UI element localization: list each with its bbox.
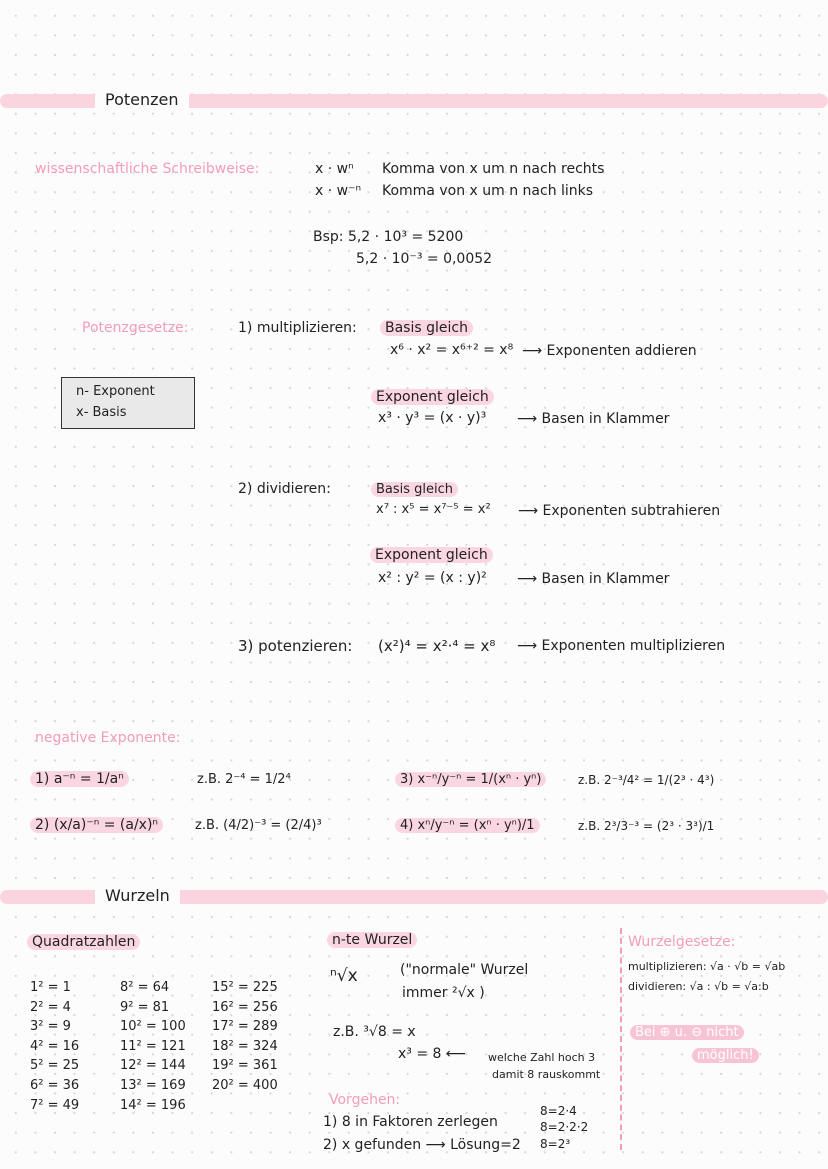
square-item: 19² = 361	[212, 1058, 278, 1074]
nth-root-example-2: x³ = 8 ⟵	[398, 1046, 466, 1062]
root-law-multiply: multiplizieren: √a · √b = √ab	[628, 960, 786, 973]
sci-formula-2: x · w⁻ⁿ	[315, 183, 362, 199]
nth-root-example-note-2: damit 8 rauskommt	[492, 1068, 601, 1081]
law1b-formula: x³ · y³ = (x · y)³	[378, 410, 487, 426]
law1a-highlight: Basis gleich	[380, 320, 473, 336]
law3-text: ⟶ Exponenten multiplizieren	[517, 638, 726, 654]
factor-note-1: 8=2·4	[540, 1104, 577, 1118]
law2b-text: ⟶ Basen in Klammer	[517, 571, 670, 587]
nth-root-example-note-1: welche Zahl hoch 3	[488, 1051, 596, 1064]
square-item: 4² = 16	[30, 1038, 80, 1054]
square-item: 5² = 25	[30, 1058, 80, 1074]
square-item: 17² = 289	[212, 1019, 278, 1035]
neg-rule-2: 2) (x/a)⁻ⁿ = (a/x)ⁿ	[30, 817, 163, 833]
nth-root-label: n-te Wurzel	[327, 932, 417, 948]
squares-column-1	[30, 978, 79, 1115]
law3-formula: (x²)⁴ = x²·⁴ = x⁸	[378, 637, 496, 655]
law2a-highlight: Basis gleich	[371, 482, 458, 497]
square-item: 9² = 81	[120, 999, 170, 1015]
sci-label: wissenschaftliche Schreibweise:	[35, 161, 260, 177]
nth-root-example-1: z.B. ³√8 = x	[333, 1024, 416, 1040]
square-item: 12² = 144	[120, 1058, 186, 1074]
nth-root-note-1: ("normale" Wurzel	[400, 962, 529, 978]
square-item: 3² = 9	[30, 1019, 71, 1035]
law1b-text: ⟶ Basen in Klammer	[517, 411, 670, 427]
legend-line-2: x- Basis	[76, 405, 127, 420]
square-item: 15² = 225	[212, 980, 278, 995]
neg-example-3: z.B. 2⁻³/4² = 1/(2³ · 4³)	[578, 773, 715, 787]
factor-note-3: 8=2³	[540, 1137, 571, 1151]
square-item: 10² = 100	[120, 1019, 186, 1035]
sci-example-1: Bsp: 5,2 · 10³ = 5200	[313, 229, 464, 245]
nth-root-note-2: immer ²√x )	[402, 985, 485, 1001]
squares-column-2	[120, 978, 186, 1115]
neg-example-1: z.B. 2⁻⁴ = 1/2⁴	[197, 772, 291, 787]
procedure-step-1: 1) 8 in Faktoren zerlegen	[323, 1114, 498, 1130]
neg-rule-4: 4) xⁿ/y⁻ⁿ = (xⁿ · yⁿ)/1	[395, 818, 540, 833]
nth-root-symbol: ⁿ√x	[330, 966, 358, 986]
law1-heading: 1) multiplizieren:	[238, 320, 357, 336]
factor-note-2: 8=2·2·2	[540, 1120, 589, 1134]
neg-rule-1: 1) a⁻ⁿ = 1/aⁿ	[30, 771, 129, 787]
law2a-text: ⟶ Exponenten subtrahieren	[518, 503, 721, 519]
legend-line-1: n- Exponent	[76, 384, 155, 399]
square-item: 16² = 256	[212, 999, 278, 1015]
procedure-label: Vorgehen:	[329, 1092, 401, 1108]
neg-rule-3: 3) x⁻ⁿ/y⁻ⁿ = 1/(xⁿ · yⁿ)	[395, 772, 546, 787]
law3-heading: 3) potenzieren:	[238, 637, 353, 655]
law1a-formula: x⁶ · x² = x⁶⁺² = x⁸	[390, 342, 514, 358]
neg-example-2: z.B. (4/2)⁻³ = (2/4)³	[195, 818, 322, 833]
law2a-formula: x⁷ : x⁵ = x⁷⁻⁵ = x²	[376, 502, 491, 517]
root-laws-label: Wurzelgesetze:	[628, 934, 736, 950]
law1a-text: ⟶ Exponenten addieren	[522, 343, 697, 359]
law2b-formula: x² : y² = (x : y)²	[378, 570, 487, 586]
square-item: 2² = 4	[30, 999, 71, 1015]
square-item: 20² = 400	[212, 1077, 278, 1093]
section-title-potenzen: Potenzen	[95, 90, 189, 109]
square-item: 1² = 1	[30, 980, 71, 995]
squares-label: Quadratzahlen	[27, 934, 140, 950]
sci-desc-2: Komma von x um n nach links	[382, 183, 594, 199]
law2-heading: 2) dividieren:	[238, 481, 331, 497]
root-warning-line-1: Bei ⊕ u. ⊖ nicht	[630, 1025, 744, 1040]
square-item: 7² = 49	[30, 1097, 80, 1113]
section-title-wurzeln: Wurzeln	[95, 886, 180, 905]
law1b-highlight: Exponent gleich	[371, 389, 494, 405]
neg-example-4: z.B. 2³/3⁻³ = (2³ · 3³)/1	[578, 819, 715, 833]
square-item: 14² = 196	[120, 1097, 186, 1113]
squares-column-3	[212, 978, 278, 1096]
law2b-highlight: Exponent gleich	[370, 547, 493, 563]
sci-desc-1: Komma von x um n nach rechts	[382, 161, 605, 177]
procedure-step-2: 2) x gefunden ⟶ Lösung=2	[323, 1137, 521, 1153]
laws-label: Potenzgesetze:	[82, 320, 189, 336]
dashed-divider	[620, 928, 622, 1150]
root-warning-line-2: möglich!	[692, 1048, 759, 1063]
sci-formula-1: x · wⁿ	[315, 161, 354, 177]
root-law-divide: dividieren: √a : √b = √a:b	[628, 980, 769, 993]
square-item: 11² = 121	[120, 1038, 186, 1054]
neg-label: negative Exponente:	[35, 730, 181, 746]
square-item: 6² = 36	[30, 1077, 80, 1093]
square-item: 13² = 169	[120, 1077, 186, 1093]
legend-box	[61, 377, 195, 429]
square-item: 18² = 324	[212, 1038, 278, 1054]
sci-example-2: 5,2 · 10⁻³ = 0,0052	[356, 251, 493, 267]
square-item: 8² = 64	[120, 980, 170, 995]
